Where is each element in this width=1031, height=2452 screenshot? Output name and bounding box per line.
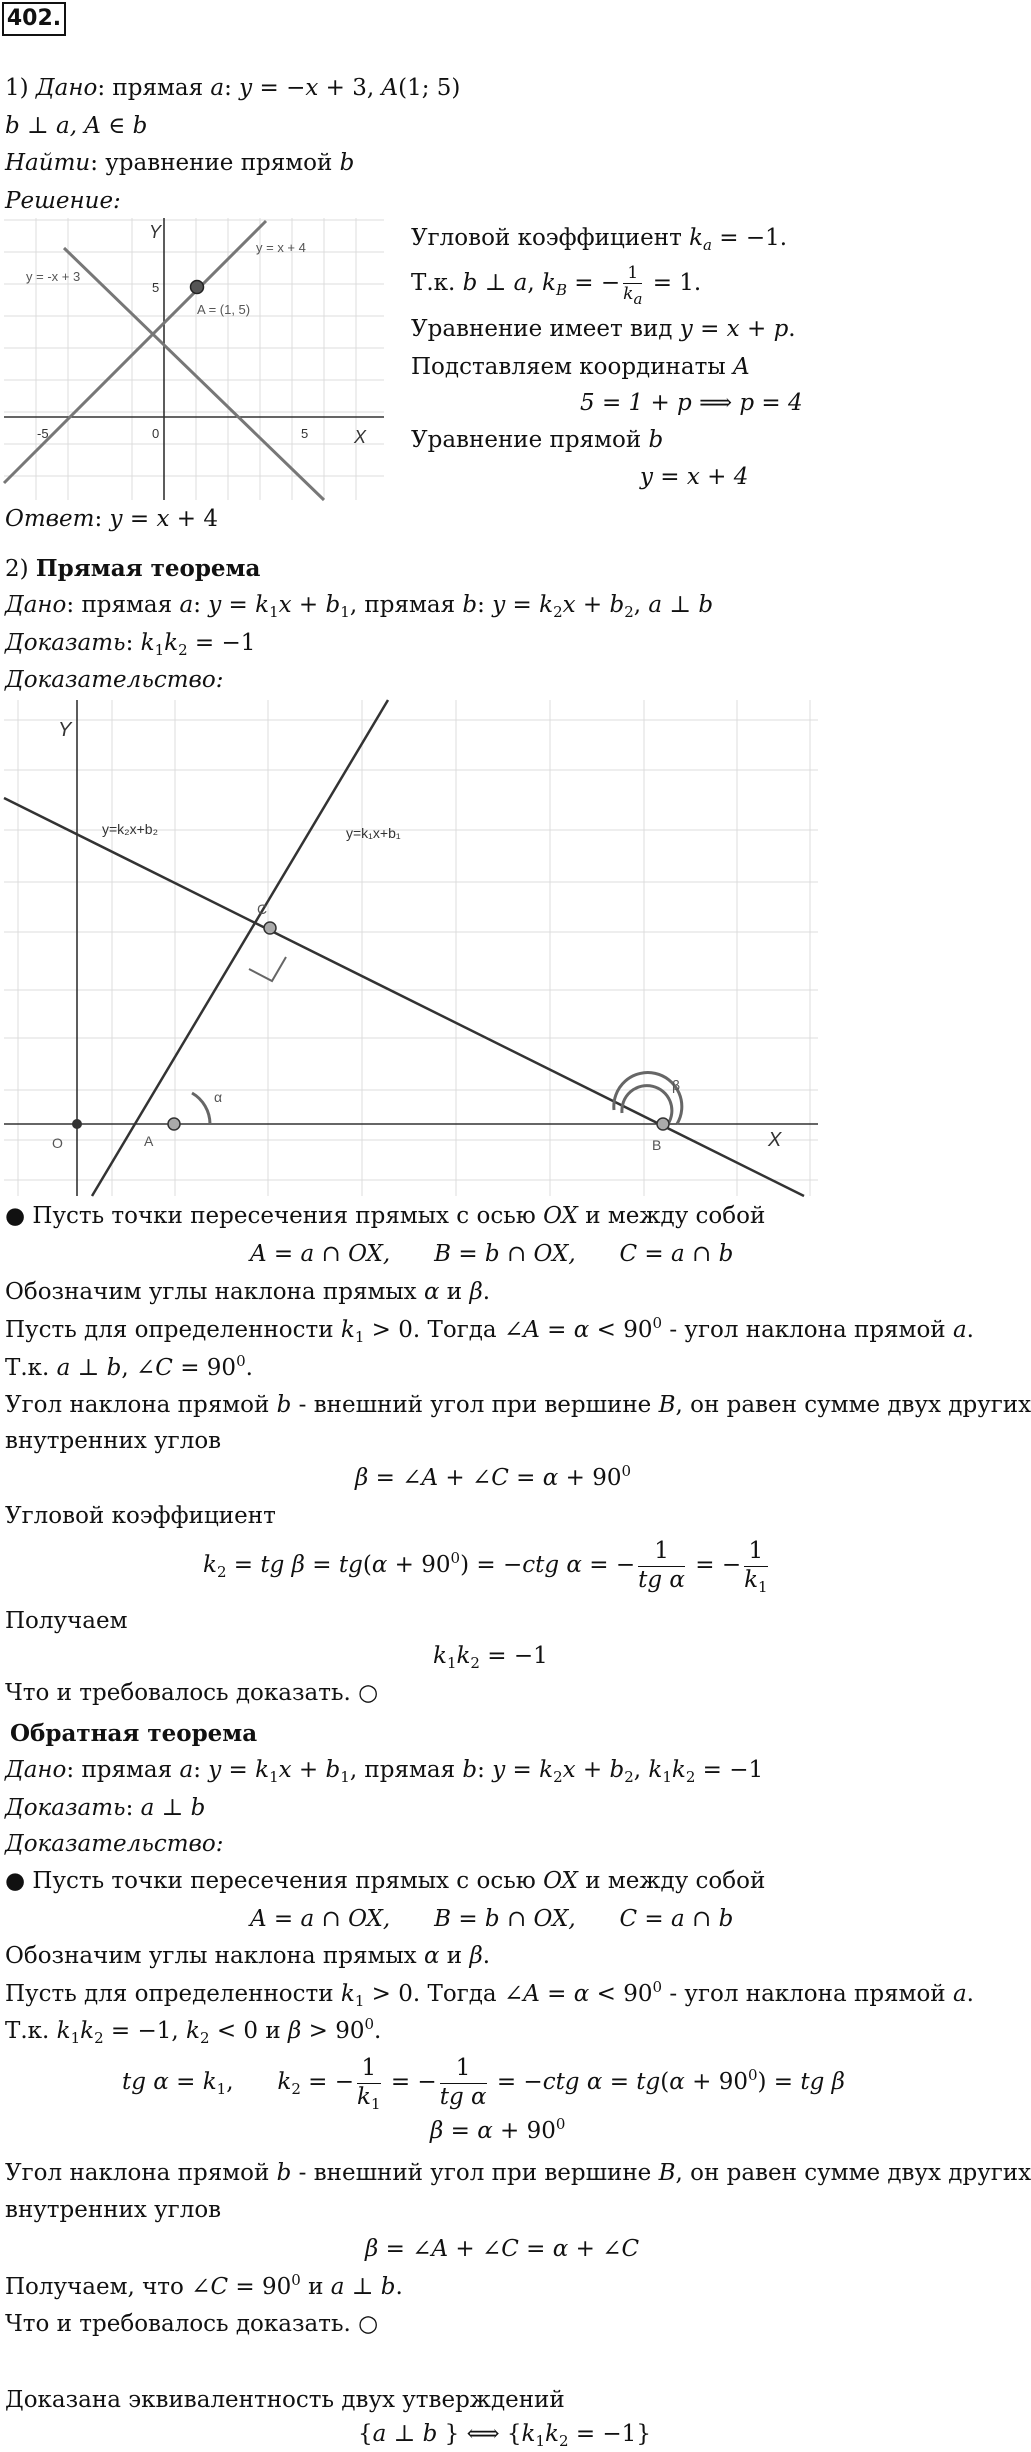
p2-line-7: внутренних углов bbox=[5, 1428, 222, 1454]
p2-line-1: ● Пусть точки пересечения прямых с осью OX и между собой bbox=[5, 1203, 766, 1229]
p2-line-9: Угловой коэффициент bbox=[5, 1503, 276, 1529]
p1-step-4: Подставляем координаты A bbox=[411, 354, 750, 380]
p3-given: Дано: прямая a: $y = k_1x + b_1$, прямая b: $y = k_2x + b_2$, $k_1k_2 = -1$ bbox=[5, 1757, 764, 1786]
graph-2-point-b bbox=[657, 1118, 669, 1130]
p3-heading: Обратная теорема bbox=[10, 1720, 258, 1747]
graph-1-point-label: A = (1, 5) bbox=[197, 302, 251, 317]
p3-proof-label: Доказательство: bbox=[5, 1831, 224, 1857]
p2-line-13: Что и требовалось доказать. ○ bbox=[5, 1680, 379, 1706]
graph-1-grid bbox=[4, 218, 384, 500]
graph-1 bbox=[4, 218, 384, 500]
graph-2-point-o bbox=[72, 1119, 82, 1129]
p1-answer: Ответ: y = x + 4 bbox=[5, 506, 218, 532]
graph-2-label-b: B bbox=[652, 1137, 662, 1153]
graph-2-grid bbox=[4, 700, 818, 1196]
graph-1-line-b-label: y = x + 4 bbox=[256, 240, 306, 255]
p2-line-5: Т.к. a ⊥ b, ∠C = $90^0$. bbox=[5, 1352, 253, 1381]
p3-line-11: Получаем, что ∠C = $90^0$ и a ⊥ b. bbox=[5, 2271, 403, 2300]
p2-line-3: Обозначим углы наклона прямых α и β. bbox=[5, 1279, 491, 1305]
p2-line-12: $k_1k_2 = -1$ bbox=[433, 1643, 548, 1672]
p1-given: 1) Дано: прямая a: y = −x + 3, A(1; 5) bbox=[5, 75, 461, 101]
graph-2-line1-label: y=k₁x+b₁ bbox=[346, 825, 401, 841]
graph-2 bbox=[4, 700, 818, 1196]
p1-step-5: 5 = 1 + p ⟹ p = 4 bbox=[580, 390, 803, 416]
p2-heading: 2) Прямая теорема bbox=[5, 555, 261, 582]
p1-given-2: b ⊥ a, A ∈ b bbox=[5, 113, 148, 139]
p3-line-3: Обозначим углы наклона прямых α и β. bbox=[5, 1943, 491, 1969]
graph-2-label-alpha: α bbox=[214, 1089, 223, 1105]
p2-proof-label: Доказательство: bbox=[5, 667, 224, 693]
graph-1-line-a-label: y = -x + 3 bbox=[26, 269, 81, 284]
graph-2-axis-x: X bbox=[768, 1129, 782, 1151]
p2-prove: Доказать: $k_1k_2 = -1$ bbox=[5, 630, 256, 659]
problem-number: 402. bbox=[2, 2, 66, 36]
graph-2-label-c: C bbox=[257, 901, 268, 917]
p2-line-2: A = a ∩ OX, B = b ∩ OX, C = a ∩ b bbox=[250, 1241, 734, 1267]
p3-line-12: Что и требовалось доказать. ○ bbox=[5, 2311, 379, 2337]
graph-2-label-a: A bbox=[144, 1133, 154, 1149]
graph-1-tick-x-neg5: -5 bbox=[37, 426, 49, 441]
p2-given: Дано: прямая a: $y = k_1x + b_1$, прямая b: $y = k_2x + b_2$, a ⊥ b bbox=[5, 592, 714, 621]
graph-1-axis-x: X bbox=[354, 427, 367, 447]
p3-line-8: Угол наклона прямой b - внешний угол при вершине B, он равен сумме двух других bbox=[5, 2160, 1031, 2186]
p2-line-8: β = ∠A + ∠C = $\alpha + 90^0$ bbox=[355, 1462, 632, 1491]
graph-2-line-b bbox=[4, 798, 804, 1196]
p1-step-2: Т.к. b ⊥ a, $k_B$ = − $\frac{1}{k_a}$ = 1. bbox=[411, 263, 702, 309]
p1-step-3: Уравнение имеет вид y = x + p. bbox=[411, 316, 796, 342]
p3-prove: Доказать: a ⊥ b bbox=[5, 1795, 206, 1821]
p2-line-10: $k_2$ = tg $\beta = tg(\alpha + 90^0) = -ctg$ α = − $\frac{1}{\text{tg α}}$ = − $\frac{1}{k_1}$ bbox=[203, 1538, 768, 1596]
graph-2-angle-alpha-arc bbox=[192, 1093, 210, 1124]
graph-2-point-c bbox=[264, 922, 276, 934]
conclusion-text: Доказана эквивалентность двух утверждений bbox=[5, 2387, 565, 2413]
graph-2-line-a bbox=[92, 700, 388, 1196]
p3-line-5: Т.к. $k_1k_2 = -1$, $k_2 < 0$ и $\beta > 90^0$. bbox=[5, 2015, 382, 2047]
graph-1-axis-y: Y bbox=[149, 222, 162, 242]
graph-2-point-a bbox=[168, 1118, 180, 1130]
graph-2-line2-label: y=k₂x+b₂ bbox=[102, 821, 159, 837]
graph-2-axis-y: Y bbox=[58, 719, 72, 741]
p3-line-10: β = ∠A + ∠C = α + ∠C bbox=[365, 2236, 640, 2262]
p3-line-7: $\beta = \alpha + 90^0$ bbox=[430, 2115, 566, 2144]
p1-find: Найти: уравнение прямой b bbox=[5, 150, 355, 176]
p1-step-1: Угловой коэффициент $k_a = -1$. bbox=[411, 225, 788, 254]
p2-line-4: Пусть для определенности $k_1 > 0$. Тогда ∠A = $\alpha < 90^0$ - угол наклона прямой a. bbox=[5, 1314, 974, 1346]
conclusion-formula: {a ⊥ b } ⟺ $\{k_1k_2 = -1\}$ bbox=[358, 2421, 651, 2450]
p3-line-2: A = a ∩ OX, B = b ∩ OX, C = a ∩ b bbox=[250, 1906, 734, 1932]
p1-step-6: Уравнение прямой b bbox=[411, 427, 664, 453]
p3-line-6: tg $\alpha = k_1$, $k_2$ = − $\frac{1}{k_1}$ = − $\frac{1}{\text{tg α}}$ = −ctg $\alpha = tg(\alpha + 90^0)$ = tg β bbox=[122, 2055, 845, 2113]
graph-2-label-beta: β bbox=[672, 1077, 681, 1093]
graph-1-tick-y-5: 5 bbox=[152, 280, 160, 295]
graph-1-point-a bbox=[191, 281, 204, 294]
p3-line-4: Пусть для определенности $k_1 > 0$. Тогда ∠A = $\alpha < 90^0$ - угол наклона прямой a. bbox=[5, 1978, 974, 2010]
p1-solution-label: Решение: bbox=[5, 188, 121, 214]
p3-line-1: ● Пусть точки пересечения прямых с осью OX и между собой bbox=[5, 1868, 766, 1894]
graph-1-tick-x-0: 0 bbox=[152, 426, 160, 441]
p1-step-7: y = x + 4 bbox=[640, 464, 749, 490]
graph-1-tick-x-5: 5 bbox=[301, 426, 309, 441]
graph-2-label-o: O bbox=[52, 1135, 63, 1151]
p2-line-11: Получаем bbox=[5, 1608, 128, 1634]
p2-line-6: Угол наклона прямой b - внешний угол при вершине B, он равен сумме двух других bbox=[5, 1392, 1031, 1418]
p3-line-9: внутренних углов bbox=[5, 2197, 222, 2223]
